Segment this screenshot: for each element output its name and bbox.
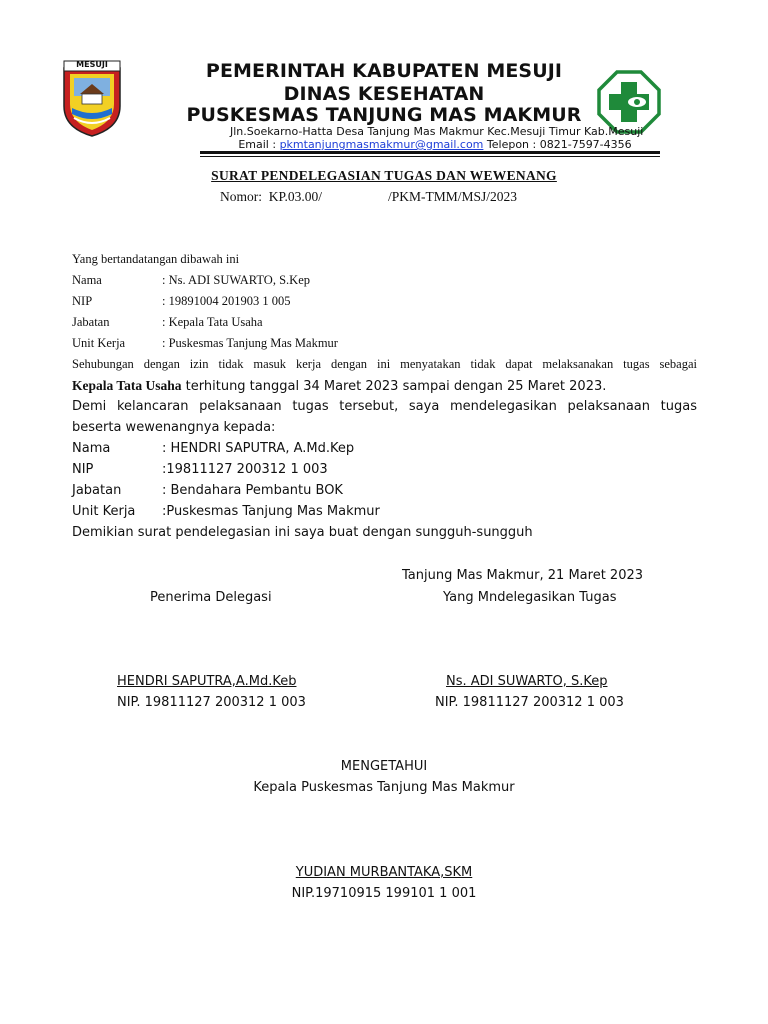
- approval-role: Kepala Puskesmas Tanjung Mas Makmur: [253, 780, 515, 795]
- delegatee-nip-label: NIP: [72, 462, 94, 477]
- delegatee-position: : Bendahara Pembantu BOK: [162, 483, 343, 498]
- header-line-1: PEMERINTAH KABUPATEN MESUJI: [205, 60, 563, 82]
- approval-name: YUDIAN MURBANTAKA,SKM: [295, 865, 473, 880]
- approval-nip: NIP.19710915 199101 1 001: [291, 886, 477, 901]
- delegator-nip-label: NIP: [72, 294, 93, 308]
- delegatee-name: : HENDRI SAPUTRA, A.Md.Kep: [162, 441, 355, 456]
- delegatee-nip: :19811127 200312 1 003: [162, 462, 328, 477]
- paragraph-1-bold: Kepala Tata Usaha: [72, 378, 182, 393]
- paragraph-1-line-1: Sehubungan dengan izin tidak masuk kerja dengan ini menyatakan tidak dapat melaksanakan tugas sebagai: [72, 357, 697, 371]
- closing-text: Demikian surat pendelegasian ini saya buat dengan sungguh-sungguh: [72, 525, 533, 540]
- document-number: [220, 189, 518, 205]
- phone-text: Telepon : 0821-7597-4356: [483, 138, 632, 151]
- left-signatory-nip: NIP. 19811127 200312 1 003: [117, 695, 306, 710]
- header-line-3: PUSKESMAS TANJUNG MAS MAKMUR: [186, 104, 582, 126]
- delegatee-unit: :Puskesmas Tanjung Mas Makmur: [162, 504, 380, 519]
- place-date: Tanjung Mas Makmur, 21 Maret 2023: [402, 568, 644, 583]
- header-divider-thin: [200, 156, 660, 157]
- delegator-nip: : 19891004 201903 1 005: [162, 294, 291, 308]
- left-signatory-role: Penerima Delegasi: [150, 590, 272, 605]
- paragraph-1-rest: terhitung tanggal 34 Maret 2023 sampai dengan 25 Maret 2023.: [181, 379, 607, 394]
- header-divider-thick: [200, 151, 660, 154]
- delegatee-unit-label: Unit Kerja: [72, 504, 136, 519]
- delegator-name-label: Nama: [72, 273, 102, 287]
- paragraph-2-line-1: Demi kelancaran pelaksanaan tugas tersebut, saya mendelegasikan pelaksanaan tugas: [72, 399, 697, 414]
- approval-heading: MENGETAHUI: [340, 759, 428, 774]
- paragraph-1-line-2: [72, 378, 606, 394]
- header-contact: [230, 138, 640, 151]
- left-signatory-name: HENDRI SAPUTRA,A.Md.Keb: [117, 674, 297, 689]
- number-suffix: /PKM-TMM/MSJ/2023: [388, 189, 518, 204]
- delegator-position: : Kepala Tata Usaha: [162, 315, 263, 329]
- intro-text: Yang bertandatangan dibawah ini: [72, 252, 240, 266]
- number-label: Nomor:: [220, 189, 262, 204]
- right-signatory-role: Yang Mndelegasikan Tugas: [443, 590, 617, 605]
- document-title: SURAT PENDELEGASIAN TUGAS DAN WEWENANG: [211, 168, 557, 183]
- number-value: KP.03.00/: [268, 189, 323, 204]
- right-signatory-name: Ns. ADI SUWARTO, S.Kep: [446, 674, 608, 689]
- logo-label: MESUJI: [76, 60, 108, 69]
- right-signatory-nip: NIP. 19811127 200312 1 003: [435, 695, 624, 710]
- email-label: Email :: [238, 138, 280, 151]
- email-link[interactable]: pkmtanjungmasmakmur@gmail.com: [279, 138, 484, 151]
- delegator-unit-label: Unit Kerja: [72, 336, 126, 350]
- delegatee-position-label: Jabatan: [72, 483, 122, 498]
- header-address: Jln.Soekarno-Hatta Desa Tanjung Mas Makmur Kec.Mesuji Timur Kab.Mesuji: [230, 125, 644, 138]
- header-line-2: DINAS KESEHATAN: [283, 83, 485, 105]
- delegator-name: : Ns. ADI SUWARTO, S.Kep: [162, 273, 310, 287]
- delegator-unit: : Puskesmas Tanjung Mas Makmur: [162, 336, 338, 350]
- delegatee-name-label: Nama: [72, 441, 111, 456]
- paragraph-2-line-2: beserta wewenangnya kepada:: [72, 420, 276, 435]
- delegator-position-label: Jabatan: [72, 315, 110, 329]
